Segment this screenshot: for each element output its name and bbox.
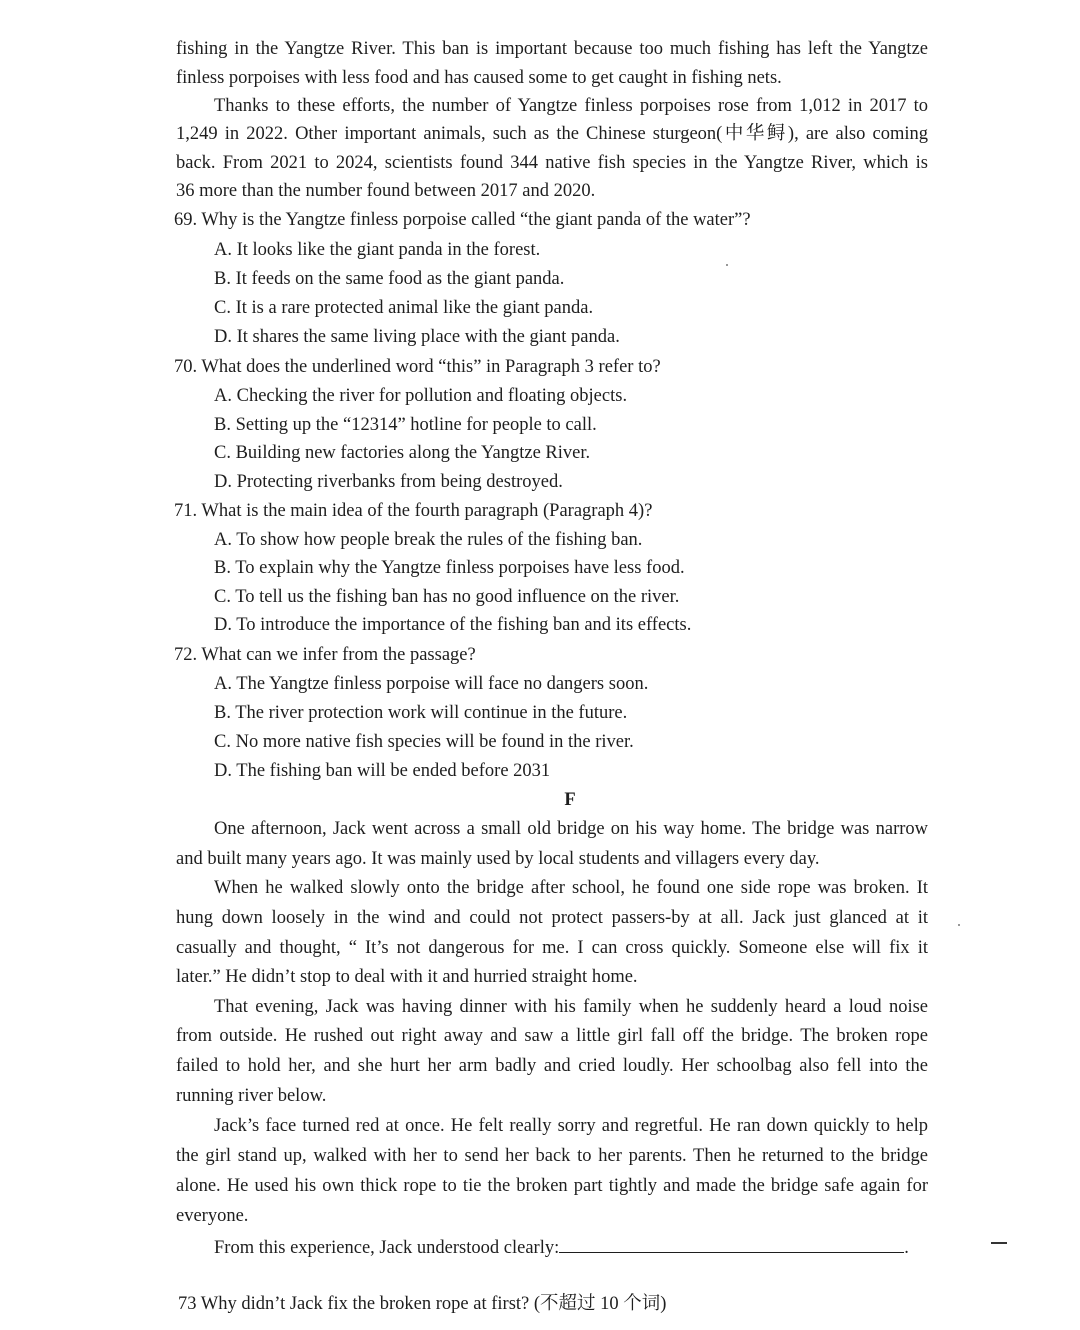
question-69-option-a: A. It looks like the giant panda in the forest. <box>214 240 541 260</box>
conclusion-answer-blank[interactable] <box>559 1234 904 1253</box>
passage-e-p2-line-2: finless porpoises with less food and has caused some to get caught in fishing nets. <box>176 68 782 88</box>
conclusion-suffix: . <box>904 1238 909 1258</box>
section-f-heading: F <box>564 790 576 810</box>
section-f-p3-line-3: failed to hold her, and she hurt her arm badly and cried loudly. Her schoolbag also fell into the <box>176 1056 928 1076</box>
margin-dash-mark <box>991 1242 1007 1244</box>
question-70-option-b: B. Setting up the “12314” hotline for people to call. <box>214 415 597 435</box>
section-f-p2-line-1: When he walked slowly onto the bridge after school, he found one side rope was broken. It <box>214 878 928 898</box>
question-70-option-a: A. Checking the river for pollution and floating objects. <box>214 386 628 406</box>
section-f-p4-line-1: Jack’s face turned red at once. He felt really sorry and regretful. He ran down quickly to help <box>214 1116 928 1136</box>
section-f-p3-line-4: running river below. <box>176 1086 327 1106</box>
section-f-p2-line-3: casually and thought, “ It’s not dangerous for me. I can cross quickly. Someone else will fix it <box>176 938 928 958</box>
question-72-option-b: B. The river protection work will continue in the future. <box>214 703 628 723</box>
question-72-option-c: C. No more native fish species will be found in the river. <box>214 732 634 752</box>
question-71-option-d: D. To introduce the importance of the fishing ban and its effects. <box>214 615 692 635</box>
question-73-stem: 73 Why didn’t Jack fix the broken rope at first? (不超过 10 个词) <box>178 1294 667 1314</box>
question-70-stem: 70. What does the underlined word “this” in Paragraph 3 refer to? <box>174 357 661 377</box>
question-69-option-b: B. It feeds on the same food as the giant panda. <box>214 269 565 289</box>
question-69-option-c: C. It is a rare protected animal like the giant panda. <box>214 298 594 318</box>
section-f-p3-line-1: That evening, Jack was having dinner with his family when he suddenly heard a loud noise <box>214 997 928 1017</box>
conclusion-prefix: From this experience, Jack understood clearly: <box>214 1238 560 1258</box>
question-71-stem: 71. What is the main idea of the fourth paragraph (Paragraph 4)? <box>174 501 653 521</box>
question-69-option-d: D. It shares the same living place with the giant panda. <box>214 327 620 347</box>
question-71-option-c: C. To tell us the fishing ban has no good influence on the river. <box>214 587 680 607</box>
section-f-p4-line-3: alone. He used his own thick rope to tie the broken part tightly and made the bridge safe again for <box>176 1176 928 1196</box>
section-f-p1-line-2: and built many years ago. It was mainly used by local students and villagers every day. <box>176 849 820 869</box>
question-70-option-c: C. Building new factories along the Yangtze River. <box>214 443 591 463</box>
passage-e-p3-line-1: Thanks to these efforts, the number of Yangtze finless porpoises rose from 1,012 in 2017 to <box>214 96 928 116</box>
section-f-p3-line-2: from outside. He rushed out right away and saw a little girl fall off the bridge. The broken rope <box>176 1026 928 1046</box>
section-f-p2-line-4: later.” He didn’t stop to deal with it and hurried straight home. <box>176 967 638 987</box>
question-69-stem: 69. Why is the Yangtze finless porpoise called “the giant panda of the water”? <box>174 210 751 230</box>
passage-e-p3-line-3: back. From 2021 to 2024, scientists found 344 native fish species in the Yangtze River, which is <box>176 153 928 173</box>
section-f-conclusion <box>214 1234 909 1259</box>
question-71-option-a: A. To show how people break the rules of the fishing ban. <box>214 530 643 550</box>
question-71-option-b: B. To explain why the Yangtze finless porpoises have less food. <box>214 558 685 578</box>
passage-e-p3-line-2: 1,249 in 2022. Other important animals, such as the Chinese sturgeon(中华鲟), are also coming <box>176 124 928 144</box>
passage-e-p2-line-1: fishing in the Yangtze River. This ban is important because too much fishing has left the Yangtze <box>176 39 928 59</box>
passage-e-p3-line-4: 36 more than the number found between 2017 and 2020. <box>176 181 596 201</box>
scan-speck <box>726 264 728 266</box>
question-72-option-d: D. The fishing ban will be ended before 2031 <box>214 761 551 781</box>
question-72-stem: 72. What can we infer from the passage? <box>174 645 476 665</box>
question-70-option-d: D. Protecting riverbanks from being destroyed. <box>214 472 563 492</box>
section-f-p4-line-2: the girl stand up, walked with her to send her back to her parents. Then he returned to the bridge <box>176 1146 928 1166</box>
scan-speck <box>958 924 960 926</box>
section-f-p2-line-2: hung down loosely in the wind and could not protect passers-by at all. Jack just glanced at it <box>176 908 928 928</box>
section-f-p4-line-4: everyone. <box>176 1206 249 1226</box>
section-f-p1-line-1: One afternoon, Jack went across a small old bridge on his way home. The bridge was narrow <box>214 819 928 839</box>
question-72-option-a: A. The Yangtze finless porpoise will face no dangers soon. <box>214 674 649 694</box>
